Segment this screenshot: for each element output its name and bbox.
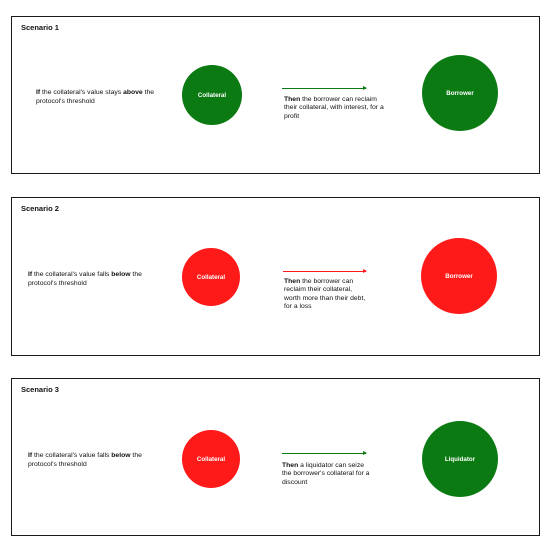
scenario-title: Scenario 3 — [21, 385, 59, 394]
condition-text — [36, 89, 166, 106]
condition-keyword: below — [111, 271, 131, 278]
borrower-node-label: Borrower — [445, 272, 473, 280]
collateral-node-label: Collateral — [196, 455, 226, 463]
collateral-node — [182, 65, 242, 125]
condition-keyword: above — [123, 89, 143, 96]
result-body: the borrower can reclaim their collateral, worth more than their debt, for a loss — [284, 278, 366, 311]
condition-keyword: below — [111, 452, 131, 459]
scenario-panel-1 — [11, 16, 540, 174]
condition-post: the protocol's threshold — [28, 271, 142, 287]
condition-if: If — [28, 452, 33, 459]
liquidator-node-label: Liquidator — [444, 455, 476, 463]
result-lead: Then — [284, 96, 301, 103]
scenario-title: Scenario 1 — [21, 23, 59, 32]
flow-arrow — [282, 453, 366, 454]
scenario-title: Scenario 2 — [21, 204, 59, 213]
collateral-node — [182, 430, 240, 488]
result-text — [282, 462, 374, 487]
result-lead: Then — [282, 462, 299, 469]
collateral-node — [182, 248, 240, 306]
condition-pre: the collateral's value stays — [40, 89, 124, 96]
condition-post: the protocol's threshold — [28, 452, 142, 468]
borrower-node-label: Borrower — [446, 89, 474, 97]
condition-text — [28, 271, 158, 288]
borrower-node — [421, 238, 497, 314]
flow-arrow — [283, 271, 366, 272]
condition-if: If — [36, 89, 41, 96]
condition-pre: the collateral's value falls — [32, 271, 112, 278]
result-text — [284, 96, 384, 121]
scenario-panel-3 — [11, 378, 540, 536]
result-body: a liquidator can seize the borrower's collateral for a discount — [282, 462, 370, 486]
collateral-node-label: Collateral — [197, 91, 227, 99]
condition-pre: the collateral's value falls — [32, 452, 112, 459]
condition-text — [28, 452, 158, 469]
result-lead: Then — [284, 278, 301, 285]
result-body: the borrower can reclaim their collateral, with interest, for a profit — [284, 96, 384, 120]
flow-arrow — [282, 88, 366, 89]
borrower-node — [422, 55, 498, 131]
condition-post: the protocol's threshold — [36, 89, 155, 105]
result-text — [284, 278, 370, 312]
scenario-panel-2 — [11, 197, 540, 356]
collateral-node-label: Collateral — [196, 273, 226, 281]
condition-if: If — [28, 271, 33, 278]
liquidator-node — [422, 421, 498, 497]
